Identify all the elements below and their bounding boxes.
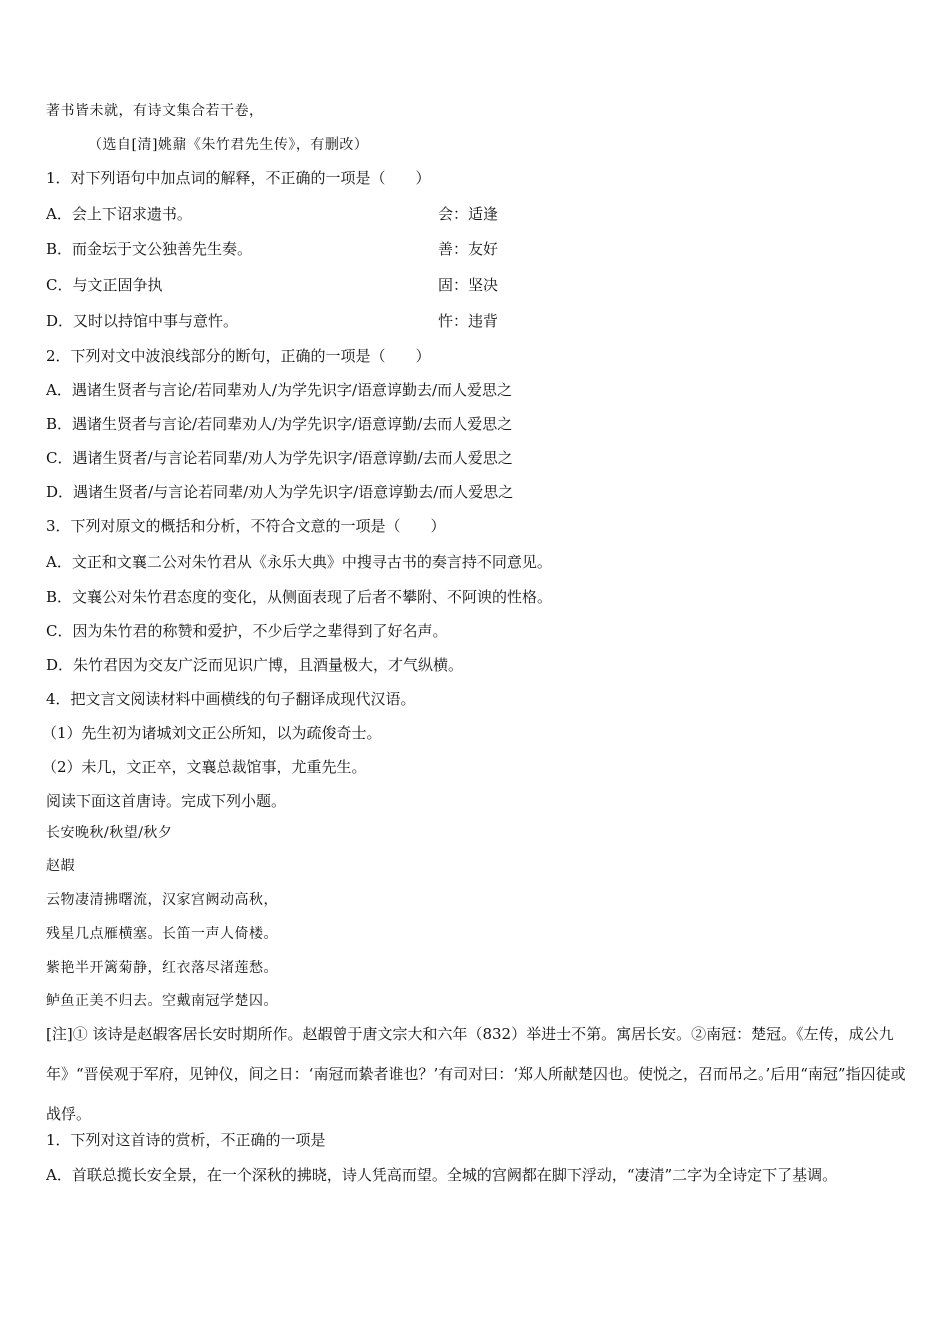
poem-instruction: 阅读下面这首唐诗。完成下列小题。 <box>46 792 287 810</box>
source-citation: （选自[清]姚鼐《朱竹君先生传》，有删改） <box>88 137 369 153</box>
q1-option-d-gloss: 忤：违背 <box>438 312 499 330</box>
q1-stem: 1．对下列语句中加点词的解释，不正确的一项是（ ） <box>46 169 431 187</box>
q1-option-c-text: C．与文正固争执 <box>46 276 163 294</box>
q2-option-c: C．遇诸生贤者/与言论若同辈/劝人为学先识字/语意谆勤/去而人爱思之 <box>46 449 513 467</box>
q2-option-b: B．遇诸生贤者与言论/若同辈劝人/为学先识字/语意谆勤/去而人爱思之 <box>46 415 513 433</box>
q2-option-a: A．遇诸生贤者与言论/若同辈劝人/为学先识字/语意谆勤去/而人爱思之 <box>46 381 513 399</box>
intro-line: 著书皆未就，有诗文集合若干卷， <box>46 103 264 119</box>
q1-option-b-gloss: 善：友好 <box>438 240 499 258</box>
q1-option-a <box>46 203 906 225</box>
q1-option-a-text: A．会上下诏求遗书。 <box>46 205 192 223</box>
q1-option-c-gloss: 固：坚决 <box>438 276 499 294</box>
q1-option-c <box>46 274 906 296</box>
q2-stem: 2．下列对文中波浪线部分的断句，正确的一项是（ ） <box>46 347 431 365</box>
q4-item-2: （2）未几，文正卒，文襄总裁馆事，尤重先生。 <box>42 758 367 776</box>
q3-option-a: A．文正和文襄二公对朱竹君从《永乐大典》中搜寻古书的奏言持不同意见。 <box>46 553 552 571</box>
q3-option-d: D．朱竹君因为交友广泛而见识广博，且酒量极大，才气纵横。 <box>46 656 464 674</box>
poem-title: 长安晚秋/秋望/秋夕 <box>46 825 173 841</box>
poem-q1-stem: 1．下列对这首诗的赏析，不正确的一项是 <box>46 1131 326 1149</box>
poem-line-1: 云物凄清拂曙流，汉家宫阙动高秋， <box>46 892 278 908</box>
q1-option-d-text: D．又时以持馆中事与意忤。 <box>46 312 239 330</box>
q4-item-1: （1）先生初为诸城刘文正公所知，以为疏俊奇士。 <box>42 724 382 742</box>
q3-option-c: C．因为朱竹君的称赞和爱护，不少后学之辈得到了好名声。 <box>46 622 448 640</box>
poem-line-2: 残星几点雁横塞。长笛一声人倚楼。 <box>46 926 278 942</box>
poem-line-3: 紫艳半开篱菊静，红衣落尽渚莲愁。 <box>46 960 278 976</box>
poem-author: 赵嘏 <box>46 858 75 874</box>
q4-stem: 4．把文言文阅读材料中画横线的句子翻译成现代汉语。 <box>46 690 416 708</box>
q1-option-b-text: B．而金坛于文公独善先生奏。 <box>46 240 253 258</box>
q1-option-d <box>46 310 906 332</box>
q3-option-b: B．文襄公对朱竹君态度的变化，从侧面表现了后者不攀附、不阿谀的性格。 <box>46 588 553 606</box>
q3-stem: 3．下列对原文的概括和分析，不符合文意的一项是（ ） <box>46 517 446 535</box>
poem-line-4: 鲈鱼正美不归去。空戴南冠学楚囚。 <box>46 993 278 1009</box>
poem-q1-option-a: A．首联总揽长安全景，在一个深秋的拂晓，诗人凭高而望。全城的宫阙都在脚下浮动，“凄清”二字为全诗定下了基调。 <box>46 1166 838 1184</box>
q1-option-b <box>46 238 906 260</box>
q1-option-a-gloss: 会：适逢 <box>438 205 499 223</box>
poem-note: [注]① 该诗是赵嘏客居长安时期所作。赵嘏曾于唐文宗大和六年（832）举进士不第。寓居长安。②南冠：楚冠。《左传，成公九年》“晋侯观于军府，见钟仪，间之日：‘南冠而絷者谁也？’有司对曰：‘郑人所献楚囚也。使悦之，召而吊之。’后用“南冠”指囚徒或战俘。 <box>46 1025 906 1123</box>
q2-option-d: D．遇诸生贤者/与言论若同辈/劝人为学先识字/语意谆勤去/而人爱思之 <box>46 483 514 501</box>
